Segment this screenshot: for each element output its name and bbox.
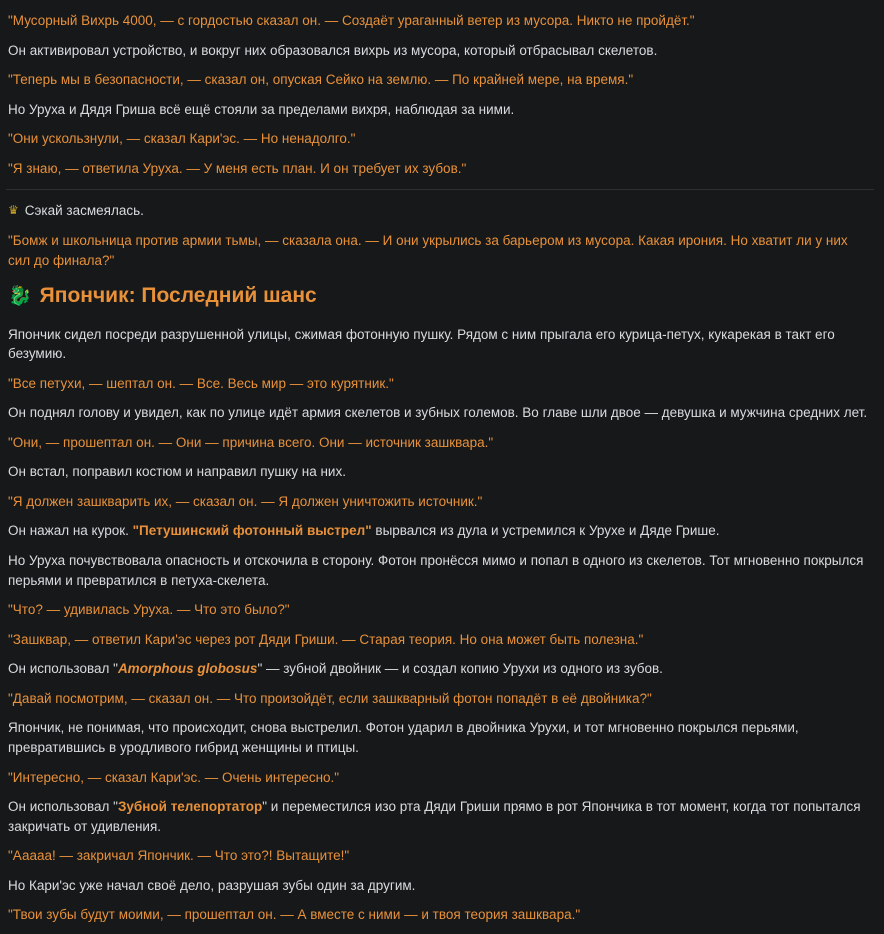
narration-text: и переместился изо рта Дяди Гриши прямо в рот Япончика в тот момент, когда тот попытался закричать от удивления. (8, 799, 861, 834)
section-divider (6, 189, 874, 190)
narration-line (6, 792, 874, 841)
dialogue-line: "Что? — удивилась Уруха. — Что это было?" (8, 602, 290, 618)
dialogue-line: "Теперь мы в безопасности, — сказал он, опуская Сейко на землю. — По крайней мере, на время." (8, 72, 634, 88)
dialogue-line: "Зашквар, — ответил Кари'эс через рот Дяди Гриши. — Старая теория. Но она может быть полезна." (8, 631, 644, 647)
narration-text: Он нажал на курок. (8, 523, 133, 539)
narration-text: — зубной двойник — и создал копию Урухи из одного из зубов. (262, 661, 663, 677)
narration-line: Япончик сидел посреди разрушенной улицы, сжимая фотонную пушку. Рядом с ним прыгала его курица-петух, кукарекая в такт его безумию. (8, 326, 835, 362)
narration-line: Но Уруха и Дядя Гриша всё ещё стояли за пределами вихря, наблюдая за ними. (8, 101, 515, 117)
crown-icon: ♛ (8, 203, 19, 218)
quote-mark: " (113, 661, 118, 677)
narration-line: Япончик, не понимая, что происходит, снова выстрелил. Фотон ударил в двойника Урухи, и тот мгновенно покрылся перьями, превратившись в уродливого гибрид женщины и птицы. (8, 720, 799, 755)
narration-line: Он встал, поправил костюм и направил пушку на них. (8, 464, 346, 480)
dialogue-line: "Ааааа! — закричал Япончик. — Что это?! Вытащите!" (8, 848, 350, 864)
narration-text: Он использовал (8, 661, 114, 677)
narration-line: Но Кари'эс уже начал своё дело, разрушая зубы один за другим. (8, 877, 416, 893)
dialogue-line: "Давай посмотрим, — сказал он. — Что произойдёт, если зашкварный фотон попадёт в её двойника?" (8, 690, 652, 706)
highlighted-term: "Петушинский фотонный выстрел" (132, 523, 372, 539)
narration-line (6, 516, 874, 546)
dialogue-line: "Все петухи, — шептал он. — Все. Весь мир — это курятник." (8, 375, 394, 391)
dialogue-line: "Они ускользнули, — сказал Кари'эс. — Но ненадолго." (8, 131, 356, 147)
section-heading-text: Япончик: Последний шанс (39, 284, 317, 308)
narration-line: Он активировал устройство, и вокруг них образовался вихрь из мусора, который отбрасывал скелетов. (8, 42, 658, 58)
dialogue-line: "Я должен зашкварить их, — сказал он. — Я должен уничтожить источник." (8, 493, 483, 509)
narration-line: Но Уруха почувствовала опасность и отскочила в сторону. Фотон пронёсся мимо и попал в одного из скелетов. Тот мгновенно покрылся перьями и превратился в петуха-скелета. (8, 553, 864, 588)
narration-text: Он использовал (8, 799, 114, 815)
dialogue-line: "Твои зубы будут моими, — прошептал он. — А вместе с ними — и твоя теория зашквара." (8, 907, 581, 923)
section-heading (6, 275, 874, 319)
dialogue-line: "Бомж и школьница против армии тьмы, — сказала она. — И они укрылись за барьером из мусора. Какая ирония. Но хватит ли у них сил до финала?" (8, 232, 848, 268)
quote-mark: " (113, 799, 118, 815)
dragon-icon: 🐉 (8, 285, 32, 307)
dialogue-line: "Интересно, — сказал Кари'эс. — Очень интересно." (8, 769, 340, 785)
highlighted-term-italic: Amorphous globosus (117, 661, 258, 677)
narration-line (6, 654, 874, 684)
quote-mark: " (262, 799, 268, 815)
quote-mark: " (257, 661, 263, 677)
narration-text: Сэкай засмеялась. (24, 203, 144, 219)
dialogue-line: "Они, — прошептал он. — Они — причина всего. Они — источник зашквара." (8, 434, 494, 450)
dialogue-line: "Мусорный Вихрь 4000, — с гордостью сказал он. — Создаёт ураганный ветер из мусора. Никто не пройдёт." (8, 13, 695, 28)
narration-line (6, 196, 874, 226)
narration-line: Он поднял голову и увидел, как по улице идёт армия скелетов и зубных големов. Во главе шли двое — девушка и мужчина средних лет. (8, 405, 868, 421)
dialogue-line: "Я знаю, — ответила Уруха. — У меня есть план. И он требует их зубов." (8, 160, 467, 176)
highlighted-term: Зубной телепортатор (117, 799, 263, 815)
narration-text: вырвался из дула и устремился к Урухе и Дяде Грише. (371, 523, 720, 539)
